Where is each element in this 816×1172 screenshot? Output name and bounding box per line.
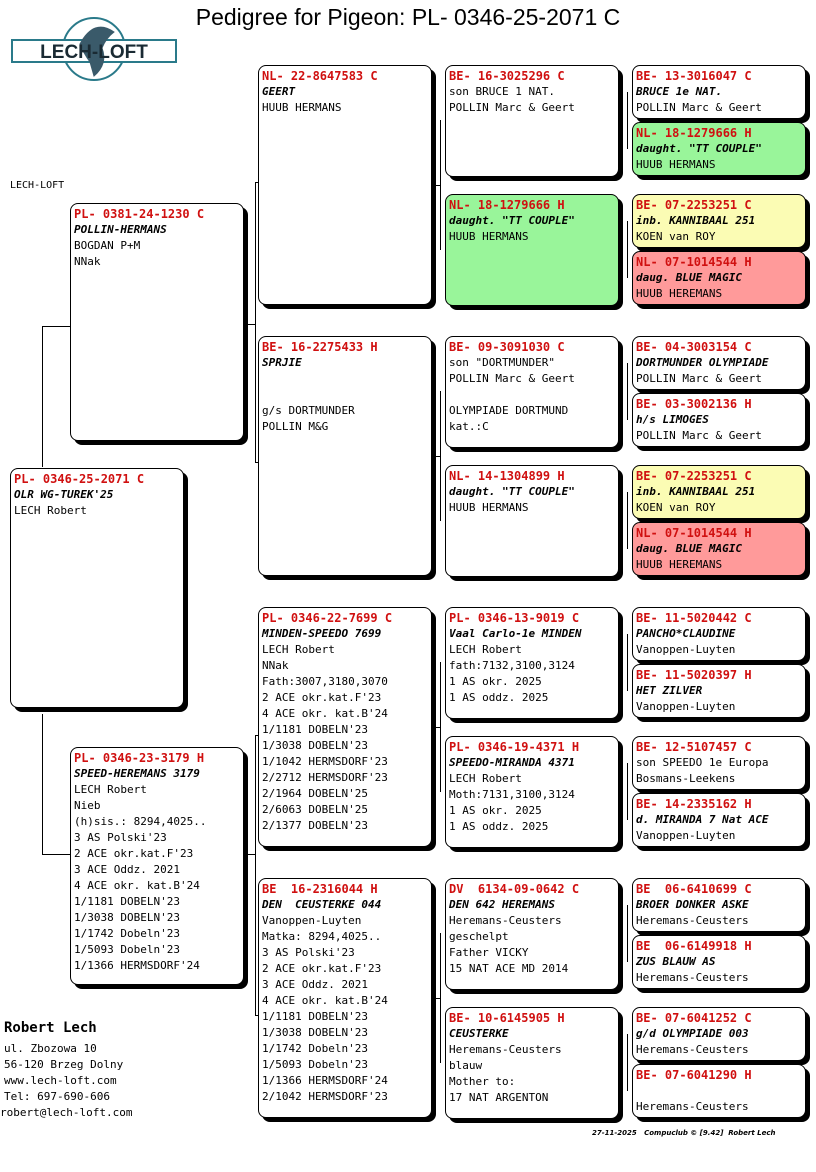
info-line: 2 ACE okr.kat.F'23 (262, 962, 382, 975)
info-line: fath:7132,3100,3124 (449, 659, 575, 672)
info-line: 2 ACE okr.kat.F'23 (74, 847, 194, 860)
info-line: blauw (449, 1059, 483, 1072)
pedigree-card-g12[interactable] (632, 793, 806, 847)
owner: Heremans-Ceusters (636, 1100, 749, 1113)
owner: Vanoppen-Luyten (262, 914, 362, 927)
pigeon-name (636, 1083, 802, 1099)
owner: HUUB HEREMANS (636, 287, 723, 300)
pedigree-card-g7[interactable] (632, 465, 806, 519)
info-line: 1/1042 HERMSDORF'23 (262, 755, 388, 768)
info-line: 15 NAT ACE MD 2014 (449, 962, 569, 975)
info-line: OLYMPIADE DORTMUND (449, 404, 569, 417)
info-line: kat.:C (449, 420, 489, 433)
ring-number: DV 6134-09-0642 C (449, 882, 580, 896)
owner: LECH Robert (262, 643, 335, 656)
info-line: 1/3038 DOBELN'23 (262, 1026, 368, 1039)
owner: LECH Robert (449, 643, 522, 656)
ring-number: BE- 07-2253251 C (636, 198, 752, 212)
owner: KOEN van ROY (636, 230, 716, 243)
phone: Tel: 697-690-606 (4, 1090, 110, 1103)
info-line: 17 NAT ARGENTON (449, 1091, 549, 1104)
info-line: 3 ACE Oddz. 2021 (74, 863, 180, 876)
owner: Heremans-Ceusters (636, 1043, 749, 1056)
info-line: 1 AS oddz. 2025 (449, 691, 549, 704)
info-line: 1/3038 DOBELN'23 (74, 911, 180, 924)
pedigree-card-g1[interactable] (632, 65, 806, 119)
pedigree-card-g13[interactable] (632, 878, 806, 932)
pigeon-name: BROER DONKER ASKE (636, 898, 749, 911)
ring-number: NL- 07-1014544 H (636, 526, 752, 540)
pedigree-card-g16[interactable] (632, 1064, 806, 1118)
pigeon-name: son SPEEDO 1e Europa (636, 756, 769, 769)
pedigree-card-ds[interactable] (258, 607, 432, 847)
ring-number: PL- 0346-23-3179 H (74, 751, 205, 765)
ring-number: BE- 07-2253251 C (636, 469, 752, 483)
owner: Heremans-Ceusters (636, 971, 749, 984)
owner: POLLIN Marc & Geert (636, 372, 762, 385)
pedigree-card-ssd[interactable] (445, 194, 619, 306)
info-line: 4 ACE okr. kat.B'24 (74, 879, 200, 892)
pigeon-name: DORTMUNDER OLYMPIADE (636, 356, 769, 369)
pedigree-card-ddd[interactable] (445, 1007, 619, 1119)
lech-loft-logo (10, 14, 178, 84)
pedigree-card-dss[interactable] (445, 607, 619, 719)
info-line: 1/5093 Dobeln'23 (74, 943, 180, 956)
info-line: Nieb (74, 799, 101, 812)
info-line: 2/1377 DOBELN'23 (262, 819, 368, 832)
owner: HUUB HEREMANS (636, 558, 723, 571)
pedigree-card-g9[interactable] (632, 607, 806, 661)
info-line (262, 387, 428, 403)
info-line: 3 ACE Oddz. 2021 (262, 978, 368, 991)
owner: BOGDAN P+M (74, 239, 141, 252)
ring-number: PL- 0346-19-4371 H (449, 740, 580, 754)
pedigree-card-subject[interactable] (10, 468, 184, 708)
pigeon-name: inb. KANNIBAAL 251 (636, 214, 756, 227)
pedigree-card-sdd[interactable] (445, 465, 619, 577)
info-line: (h)sis.: 8294,4025.. (74, 815, 207, 828)
info-line: 3 AS Polski'23 (74, 831, 167, 844)
info-line: 1 AS okr. 2025 (449, 804, 542, 817)
pigeon-name: CEUSTERKE (449, 1027, 509, 1040)
pedigree-card-g14[interactable] (632, 935, 806, 989)
info-line: 2/6063 DOBELN'25 (262, 803, 368, 816)
owner: Vanoppen-Luyten (636, 829, 736, 842)
ring-number: PL- 0346-22-7699 C (262, 611, 393, 625)
pigeon-name: SPEED-HEREMANS 3179 (74, 767, 200, 780)
ring-number: BE- 07-6041290 H (636, 1068, 752, 1082)
pedigree-card-dam[interactable] (70, 747, 244, 985)
pigeon-name: BRUCE 1e NAT. (636, 85, 723, 98)
info-line: 1/1366 HERMSDORF'24 (262, 1074, 388, 1087)
pigeon-name: h/s LIMOGES (636, 413, 709, 426)
info-line: 1/1742 Dobeln'23 (74, 927, 180, 940)
pigeon-name: DEN CEUSTERKE 044 (262, 898, 382, 911)
pigeon-name: SPRJIE (262, 356, 302, 369)
info-line: 1/5093 Dobeln'23 (262, 1058, 368, 1071)
info-line: 4 ACE okr. kat.B'24 (262, 994, 388, 1007)
ring-number: BE- 03-3002136 H (636, 397, 752, 411)
ring-number: PL- 0346-25-2071 C (14, 472, 145, 486)
info-line: NNak (262, 659, 289, 672)
svg-text:LECH-LOFT: LECH-LOFT (40, 42, 148, 63)
info-line: 1/1181 DOBELN'23 (262, 723, 368, 736)
page-title: Pedigree for Pigeon: PL- 0346-25-2071 C (195, 4, 621, 30)
ring-number: BE- 10-6145905 H (449, 1011, 565, 1025)
pedigree-card-g15[interactable] (632, 1007, 806, 1061)
info-line: 1 AS oddz. 2025 (449, 820, 549, 833)
pedigree-card-g3[interactable] (632, 194, 806, 248)
ring-number: PL- 0346-13-9019 C (449, 611, 580, 625)
info-line: 1/1366 HERMSDORF'24 (74, 959, 200, 972)
owner (262, 371, 428, 387)
pedigree-card-sss[interactable] (445, 65, 619, 177)
owner: Vanoppen-Luyten (636, 700, 736, 713)
pigeon-name: d. MIRANDA 7 Nat ACE (636, 813, 769, 826)
owner: Heremans-Ceusters (449, 1043, 562, 1056)
ring-number: NL- 18-1279666 H (636, 126, 752, 140)
ring-number: BE 06-6149918 H (636, 939, 752, 953)
ring-number: BE 06-6410699 C (636, 882, 752, 896)
ring-number: BE- 09-3091030 C (449, 340, 565, 354)
pedigree-card-ss[interactable] (258, 65, 432, 305)
owner: POLLIN Marc & Geert (636, 101, 762, 114)
pigeon-name: g/d OLYMPIADE 003 (636, 1027, 749, 1040)
contact-block (0, 1018, 133, 1121)
pedigree-card-g11[interactable] (632, 736, 806, 790)
pedigree-card-g4[interactable] (632, 251, 806, 305)
info-line: 3 AS Polski'23 (262, 946, 355, 959)
ring-number: BE- 04-3003154 C (636, 340, 752, 354)
pigeon-name: daught. "TT COUPLE" (449, 214, 575, 227)
ring-number: BE- 13-3016047 C (636, 69, 752, 83)
pigeon-name: SPEEDO-MIRANDA 4371 (449, 756, 575, 769)
owner: LECH Robert (74, 783, 147, 796)
pedigree-card-g8[interactable] (632, 522, 806, 576)
pedigree-card-dds[interactable] (445, 878, 619, 990)
info-line: g/s DORTMUNDER (262, 404, 355, 417)
info-line: 2/1964 DOBELN'25 (262, 787, 368, 800)
pedigree-card-g6[interactable] (632, 393, 806, 447)
info-line: 1/1742 Dobeln'23 (262, 1042, 368, 1055)
info-line: POLLIN M&G (262, 420, 329, 433)
pigeon-name: GEERT (262, 85, 296, 98)
owner: POLLIN Marc & Geert (636, 429, 762, 442)
pigeon-name: POLLIN-HERMANS (74, 223, 167, 236)
pigeon-name: daug. BLUE MAGIC (636, 542, 742, 555)
ring-number: NL- 14-1304899 H (449, 469, 565, 483)
info-line: 4 ACE okr. kat.B'24 (262, 707, 388, 720)
info-line: NNak (74, 255, 101, 268)
pedigree-card-dsd[interactable] (445, 736, 619, 848)
info-line: 1 AS okr. 2025 (449, 675, 542, 688)
ring-number: BE- 16-2275433 H (262, 340, 378, 354)
info-line: Moth:7131,3100,3124 (449, 788, 575, 801)
owner: Vanoppen-Luyten (636, 643, 736, 656)
breeder-label: LECH-LOFT (10, 180, 65, 191)
owner: Heremans-Ceusters (449, 914, 562, 927)
info-line: Mother to: (449, 1075, 516, 1088)
info-line: Fath:3007,3180,3070 (262, 675, 388, 688)
pedigree-card-sire[interactable] (70, 203, 244, 441)
ring-number: NL- 22-8647583 C (262, 69, 378, 83)
owner: Heremans-Ceusters (636, 914, 749, 927)
info-line: 2/2712 HERMSDORF'23 (262, 771, 388, 784)
pedigree-card-g2[interactable] (632, 122, 806, 176)
ring-number: BE- 14-2335162 H (636, 797, 752, 811)
address-line: 56-120 Brzeg Dolny (4, 1058, 124, 1071)
pedigree-card-g5[interactable] (632, 336, 806, 390)
pigeon-name: ZUS BLAUW AS (636, 955, 716, 968)
owner: POLLIN Marc & Geert (449, 372, 575, 385)
pigeon-name: OLR WG-TUREK'25 (14, 488, 114, 501)
owner: HUUB HERMANS (449, 230, 529, 243)
info-line: 2 ACE okr.kat.F'23 (262, 691, 382, 704)
pigeon-name: inb. KANNIBAAL 251 (636, 485, 756, 498)
pigeon-name: Vaal Carlo-1e MINDEN (449, 627, 582, 640)
pigeon-name: son "DORTMUNDER" (449, 356, 555, 369)
pigeon-name: PANCHO*CLAUDINE (636, 627, 736, 640)
pigeon-name: daught. "TT COUPLE" (449, 485, 575, 498)
info-line: Matka: 8294,4025.. (262, 930, 382, 943)
address-line: ul. Zbozowa 10 (4, 1042, 97, 1055)
owner: LECH Robert (449, 772, 522, 785)
owner: HUUB HERMANS (262, 101, 342, 114)
info-line: Father VICKY (449, 946, 529, 959)
owner: KOEN van ROY (636, 501, 716, 514)
pedigree-card-dd[interactable] (258, 878, 432, 1118)
email-link[interactable]: robert@lech-loft.com (0, 1106, 133, 1119)
pedigree-card-sds[interactable] (445, 336, 619, 448)
footer-credit: 27-11-2025 Compuclub © [9.42] Robert Lech (592, 1129, 776, 1137)
owner: HUUB HERMANS (449, 501, 529, 514)
ring-number: BE- 16-3025296 C (449, 69, 565, 83)
ring-number: NL- 07-1014544 H (636, 255, 752, 269)
ring-number: BE- 12-5107457 C (636, 740, 752, 754)
info-line: geschelpt (449, 930, 509, 943)
pedigree-card-g10[interactable] (632, 664, 806, 718)
contact-name: Robert Lech (4, 1020, 97, 1036)
ring-number: BE- 11-5020397 H (636, 668, 752, 682)
pigeon-name: daug. BLUE MAGIC (636, 271, 742, 284)
pigeon-name: MINDEN-SPEEDO 7699 (262, 627, 382, 640)
ring-number: BE- 11-5020442 C (636, 611, 752, 625)
ring-number: PL- 0381-24-1230 C (74, 207, 205, 221)
info-line: 1/1181 DOBELN'23 (262, 1010, 368, 1023)
ring-number: BE- 07-6041252 C (636, 1011, 752, 1025)
info-line: 2/1042 HERMSDORF'23 (262, 1090, 388, 1103)
owner: Bosmans-Leekens (636, 772, 736, 785)
pigeon-name: daught. "TT COUPLE" (636, 142, 762, 155)
website-link[interactable]: www.lech-loft.com (4, 1074, 117, 1087)
pigeon-name: HET ZILVER (636, 684, 703, 697)
pigeon-name: DEN 642 HEREMANS (449, 898, 555, 911)
pigeon-name: son BRUCE 1 NAT. (449, 85, 555, 98)
info-line: 1/3038 DOBELN'23 (262, 739, 368, 752)
owner: HUUB HERMANS (636, 158, 716, 171)
pedigree-card-sd[interactable] (258, 336, 432, 576)
owner: POLLIN Marc & Geert (449, 101, 575, 114)
info-line: 1/1181 DOBELN'23 (74, 895, 180, 908)
ring-number: BE 16-2316044 H (262, 882, 378, 896)
info-line (449, 387, 615, 403)
owner: LECH Robert (14, 504, 87, 517)
ring-number: NL- 18-1279666 H (449, 198, 565, 212)
